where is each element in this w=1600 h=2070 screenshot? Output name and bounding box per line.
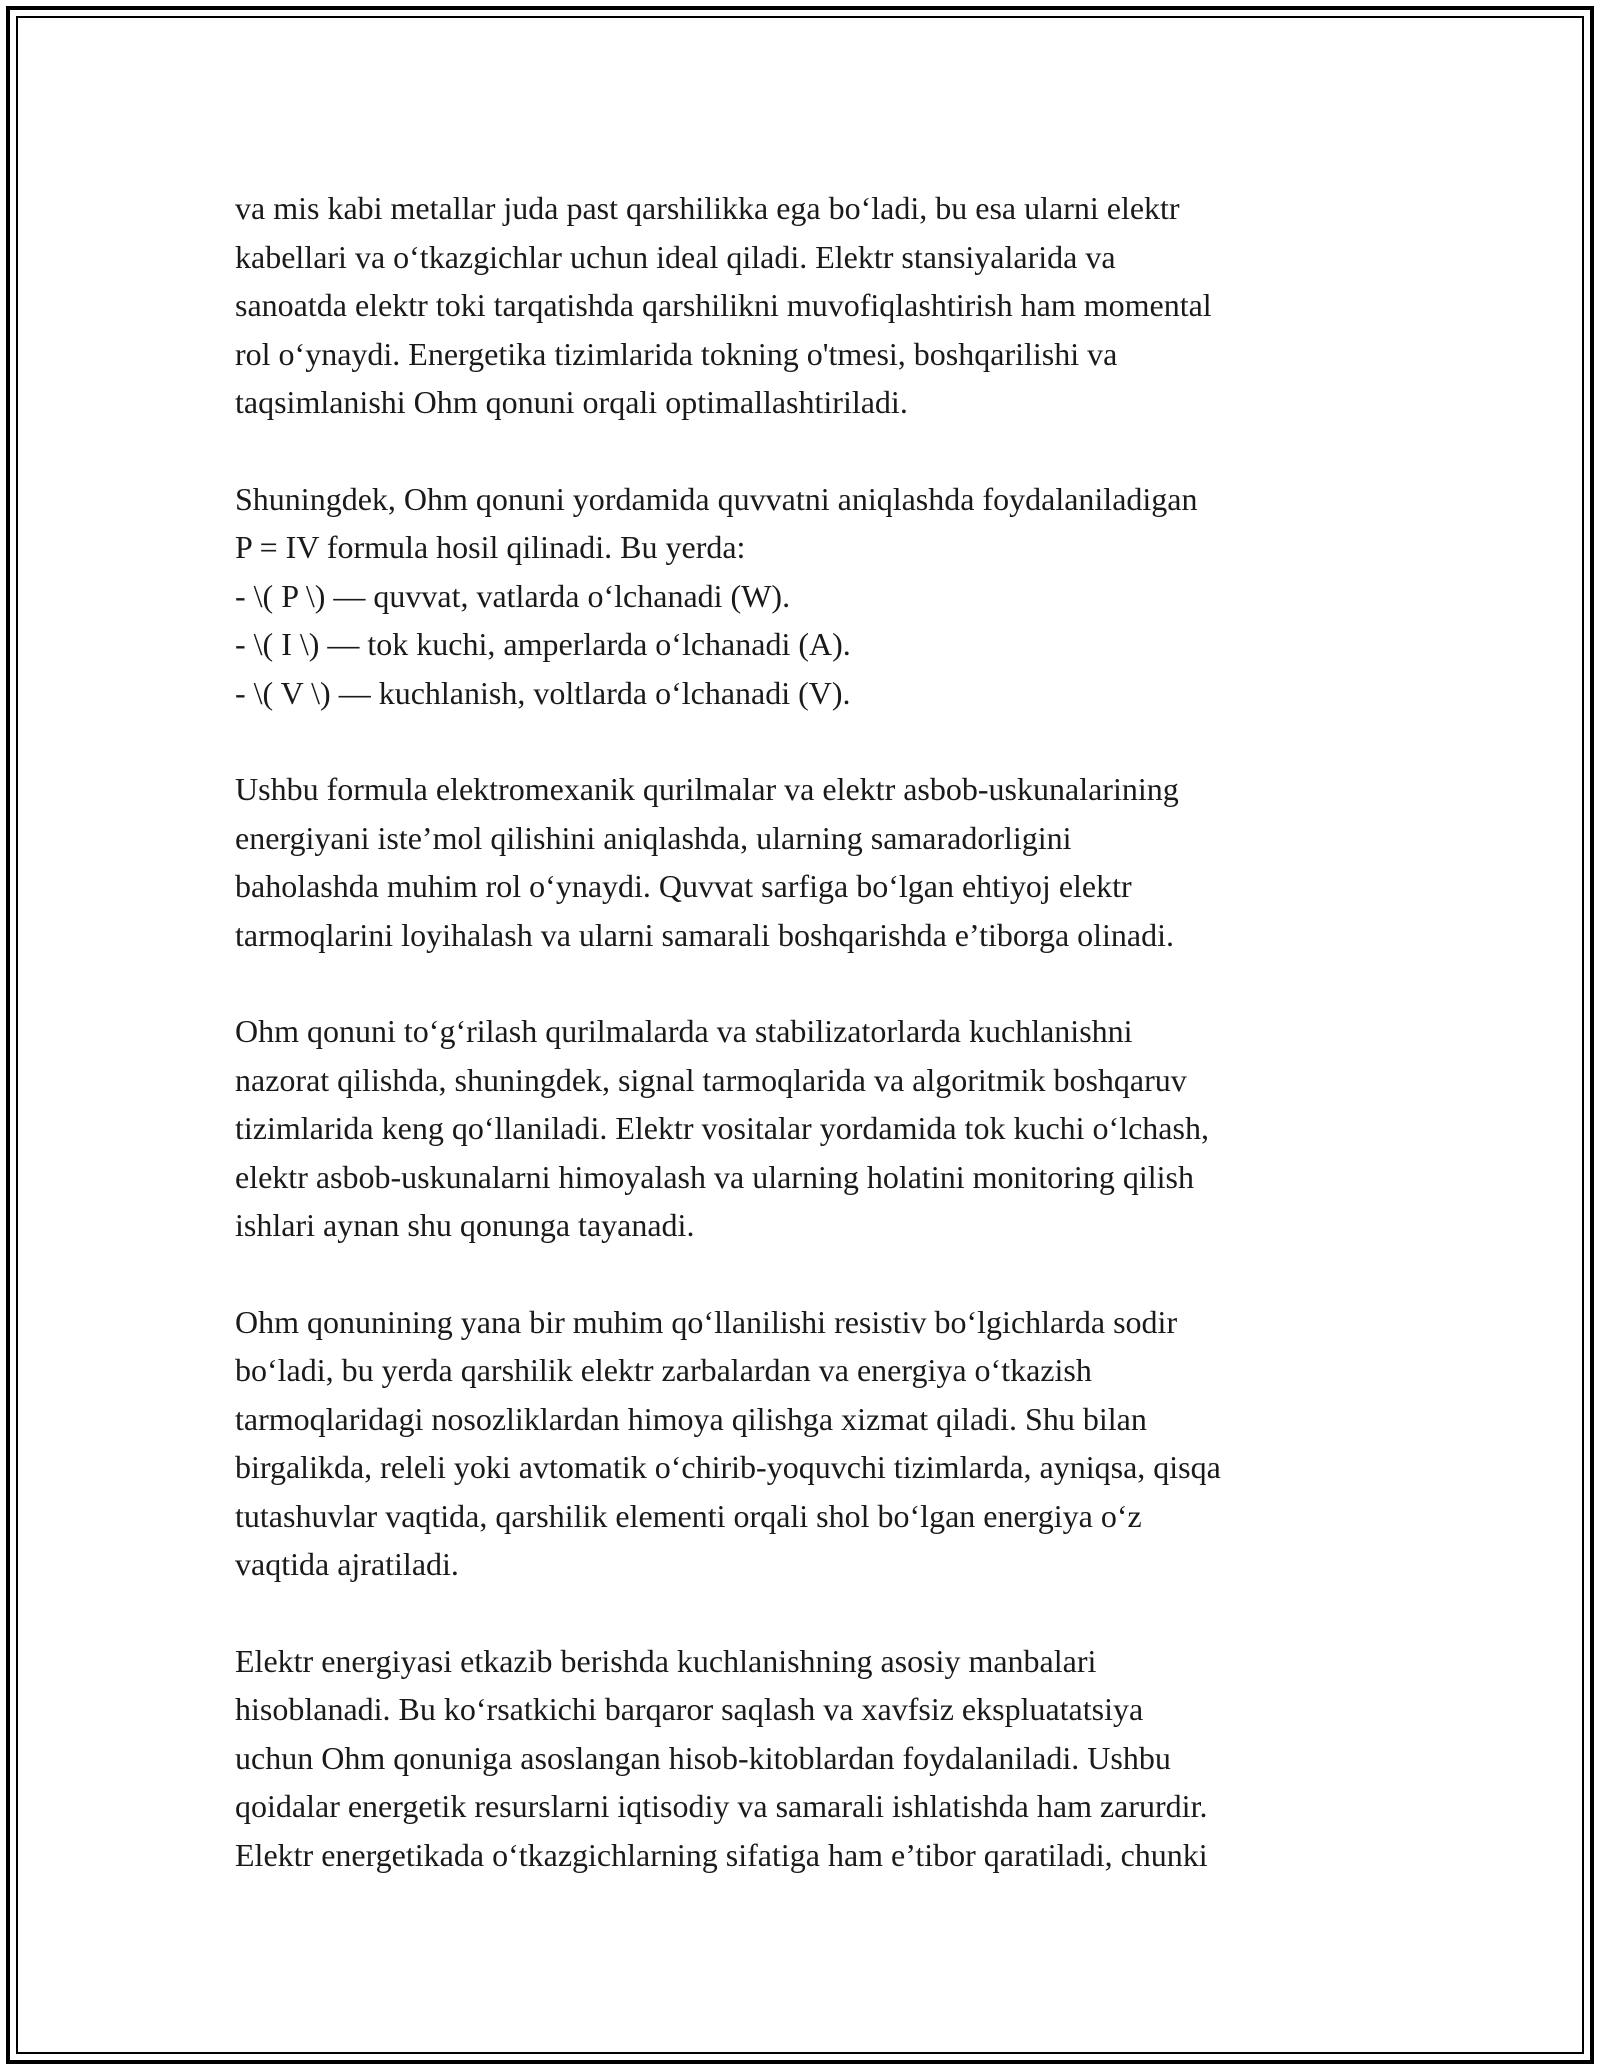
text-line: va mis kabi metallar juda past qarshilikka ega bo‘ladi, bu esa ularni elektr — [235, 190, 1180, 226]
text-line: nazorat qilishda, shuningdek, signal tarmoqlarida va algoritmik boshqaruv — [235, 1061, 1187, 1098]
document-body — [235, 184, 1385, 1927]
text-line: hisoblanadi. Bu ko‘rsatkichi barqaror saqlash va xavfsiz ekspluatatsiya — [235, 1691, 1144, 1727]
paragraph-5 — [235, 1298, 1385, 1589]
text-line: Ohm qonunining yana bir muhim qo‘llanilishi resistiv bo‘lgichlarda sodir — [235, 1303, 1178, 1340]
text-line: sanoatda elektr toki tarqatishda qarshilikni muvofiqlashtirish ham momental — [235, 287, 1212, 323]
paragraph-3 — [235, 765, 1385, 959]
text-line: uchun Ohm qonuniga asoslangan hisob-kitoblardan foydalaniladi. Ushbu — [235, 1739, 1171, 1776]
text-line: birgalikda, releli yoki avtomatik o‘chirib-yoquvchi tizimlarda, ayniqsa, qisqa — [235, 1449, 1221, 1485]
text-line: qoidalar energetik resurslarni iqtisodiy va samarali ishlatishda ham zarurdir. — [235, 1788, 1208, 1824]
text-line: rol o‘ynaydi. Energetika tizimlarida tokning o'tmesi, boshqarilishi va — [235, 335, 1118, 372]
paragraph-2 — [235, 475, 1385, 718]
text-line: Elektr energetikada o‘tkazgichlarning sifatiga ham e’tibor qaratiladi, chunki — [235, 1836, 1208, 1873]
text-line: vaqtida ajratiladi. — [235, 1546, 459, 1582]
text-line: ishlari aynan shu qonunga tayanadi. — [235, 1207, 695, 1243]
text-line: P = IV formula hosil qilinadi. Bu yerda: — [235, 529, 746, 565]
text-line: Shuningdek, Ohm qonuni yordamida quvvatni aniqlashda foydalaniladigan — [235, 480, 1198, 517]
text-line: baholashda muhim rol o‘ynaydi. Quvvat sarfiga bo‘lgan ehtiyoj elektr — [235, 868, 1132, 904]
text-line: energiyani iste’mol qilishini aniqlashda, ularning samaradorligini — [235, 819, 1072, 856]
text-line: Ushbu formula elektromexanik qurilmalar va elektr asbob-uskunalarining — [235, 771, 1179, 807]
text-line: Elektr energiyasi etkazib berishda kuchlanishning asosiy manbalari — [235, 1642, 1097, 1679]
text-line: kabellari va o‘tkazgichlar uchun ideal qiladi. Elektr stansiyalarida va — [235, 238, 1116, 275]
list-item-power: - \( P \) — quvvat, vatlarda o‘lchanadi (W). — [235, 577, 791, 614]
text-line: elektr asbob-uskunalarni himoyalash va ularning holatini monitoring qilish — [235, 1158, 1194, 1195]
text-line: tutashuvlar vaqtida, qarshilik elementi orqali shol bo‘lgan energiya o‘z — [235, 1497, 1142, 1534]
text-line: tizimlarida keng qo‘llaniladi. Elektr vositalar yordamida tok kuchi o‘lchash, — [235, 1110, 1209, 1146]
text-line: taqsimlanishi Ohm qonuni orqali optimallashtiriladi. — [235, 384, 908, 420]
text-line: bo‘ladi, bu yerda qarshilik elektr zarbalardan va energiya o‘tkazish — [235, 1352, 1092, 1388]
paragraph-6 — [235, 1637, 1385, 1880]
paragraph-4 — [235, 1007, 1385, 1250]
list-item-current: - \( I \) — tok kuchi, amperlarda o‘lchanadi (A). — [235, 626, 851, 662]
text-line: tarmoqlaridagi nosozliklardan himoya qilishga xizmat qiladi. Shu bilan — [235, 1400, 1147, 1437]
paragraph-1 — [235, 184, 1385, 427]
text-line: tarmoqlarini loyihalash va ularni samarali boshqarishda e’tiborga olinadi. — [235, 916, 1175, 953]
text-line: Ohm qonuni to‘g‘rilash qurilmalarda va stabilizatorlarda kuchlanishni — [235, 1013, 1133, 1049]
list-item-voltage: - \( V \) — kuchlanish, voltlarda o‘lchanadi (V). — [235, 674, 851, 711]
